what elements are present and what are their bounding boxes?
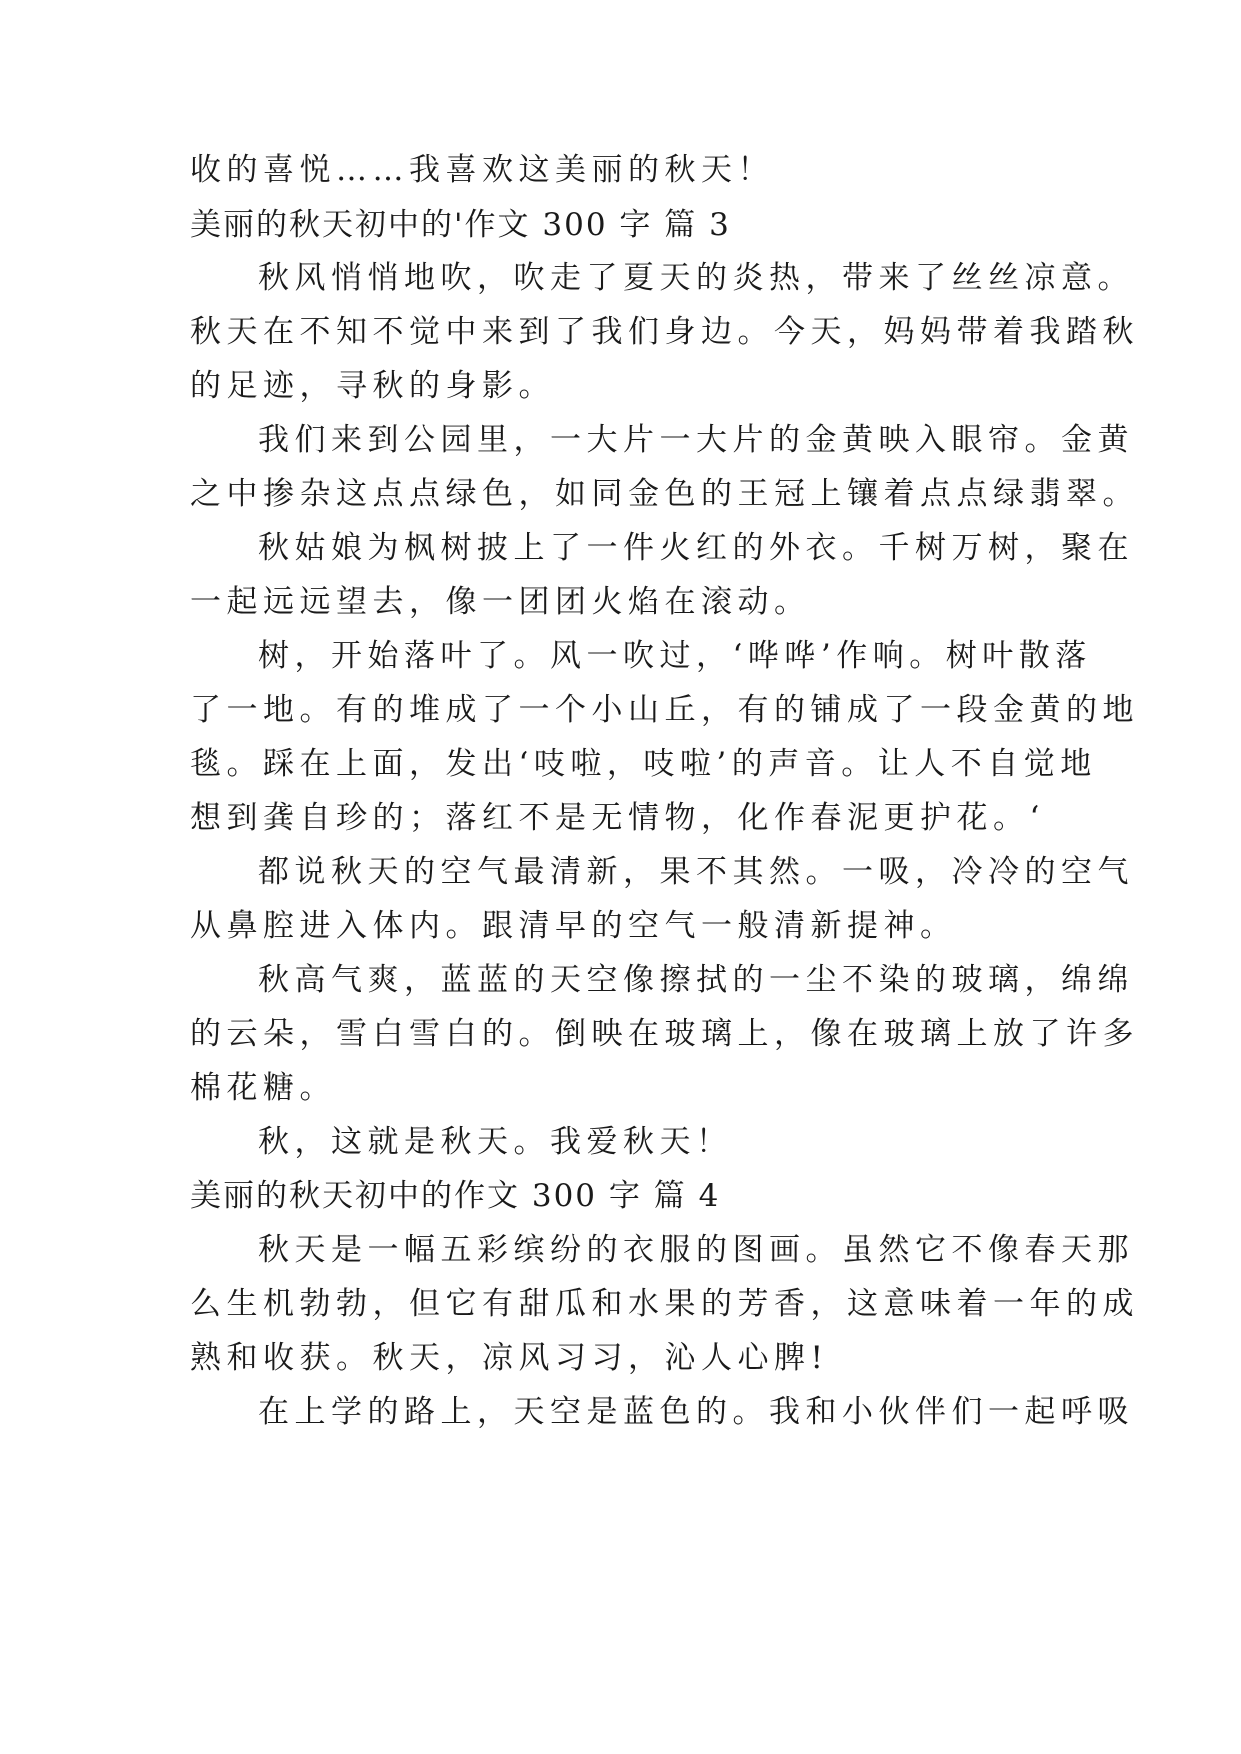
paragraph-line: 想到龚自珍的；落红不是无情物，化作春泥更护花。‘: [190, 800, 1045, 836]
paragraph-line: 在上学的路上，天空是蓝色的。我和小伙伴们一起呼吸: [258, 1394, 1134, 1430]
paragraph-line: 秋天是一幅五彩缤纷的衣服的图画。虽然它不像春天那: [258, 1232, 1134, 1268]
paragraph-line: 毯。踩在上面，发出‘吱啦，吱啦’的声音。让人不自觉地: [190, 746, 1097, 782]
paragraph-line: 收的喜悦……我喜欢这美丽的秋天！: [190, 152, 774, 188]
paragraph-line: 秋姑娘为枫树披上了一件火红的外衣。千树万树，聚在: [258, 530, 1134, 566]
paragraph-line: 了一地。有的堆成了一个小山丘，有的铺成了一段金黄的地: [190, 692, 1139, 728]
paragraph-line: 我们来到公园里，一大片一大片的金黄映入眼帘。金黄: [258, 422, 1134, 458]
section-heading: 美丽的秋天初中的'作文 300 字 篇 3: [190, 207, 731, 243]
section-heading: 美丽的秋天初中的作文 300 字 篇 4: [190, 1178, 721, 1214]
paragraph-line: 秋高气爽，蓝蓝的天空像擦拭的一尘不染的玻璃，绵绵: [258, 962, 1134, 998]
paragraph-line: 都说秋天的空气最清新，果不其然。一吸，冷冷的空气: [258, 854, 1134, 890]
paragraph-line: 秋风悄悄地吹，吹走了夏天的炎热，带来了丝丝凉意。: [258, 260, 1134, 296]
paragraph-line: 么生机勃勃，但它有甜瓜和水果的芳香，这意味着一年的成: [190, 1286, 1139, 1322]
paragraph-line: 秋，这就是秋天。我爱秋天！: [258, 1124, 733, 1160]
paragraph-line: 熟和收获。秋天，凉风习习，沁人心脾!: [190, 1340, 829, 1376]
paragraph-line: 棉花糖。: [190, 1070, 336, 1106]
paragraph-line: 秋天在不知不觉中来到了我们身边。今天，妈妈带着我踏秋: [190, 314, 1139, 350]
paragraph-line: 的足迹，寻秋的身影。: [190, 368, 555, 404]
paragraph-line: 从鼻腔进入体内。跟清早的空气一般清新提神。: [190, 908, 957, 944]
paragraph-line: 树，开始落叶了。风一吹过，‘哗哗’作响。树叶散落: [258, 638, 1092, 674]
paragraph-line: 之中掺杂这点点绿色，如同金色的王冠上镶着点点绿翡翠。: [190, 476, 1139, 512]
paragraph-line: 的云朵，雪白雪白的。倒映在玻璃上，像在玻璃上放了许多: [190, 1016, 1139, 1052]
paragraph-line: 一起远远望去，像一团团火焰在滚动。: [190, 584, 811, 620]
